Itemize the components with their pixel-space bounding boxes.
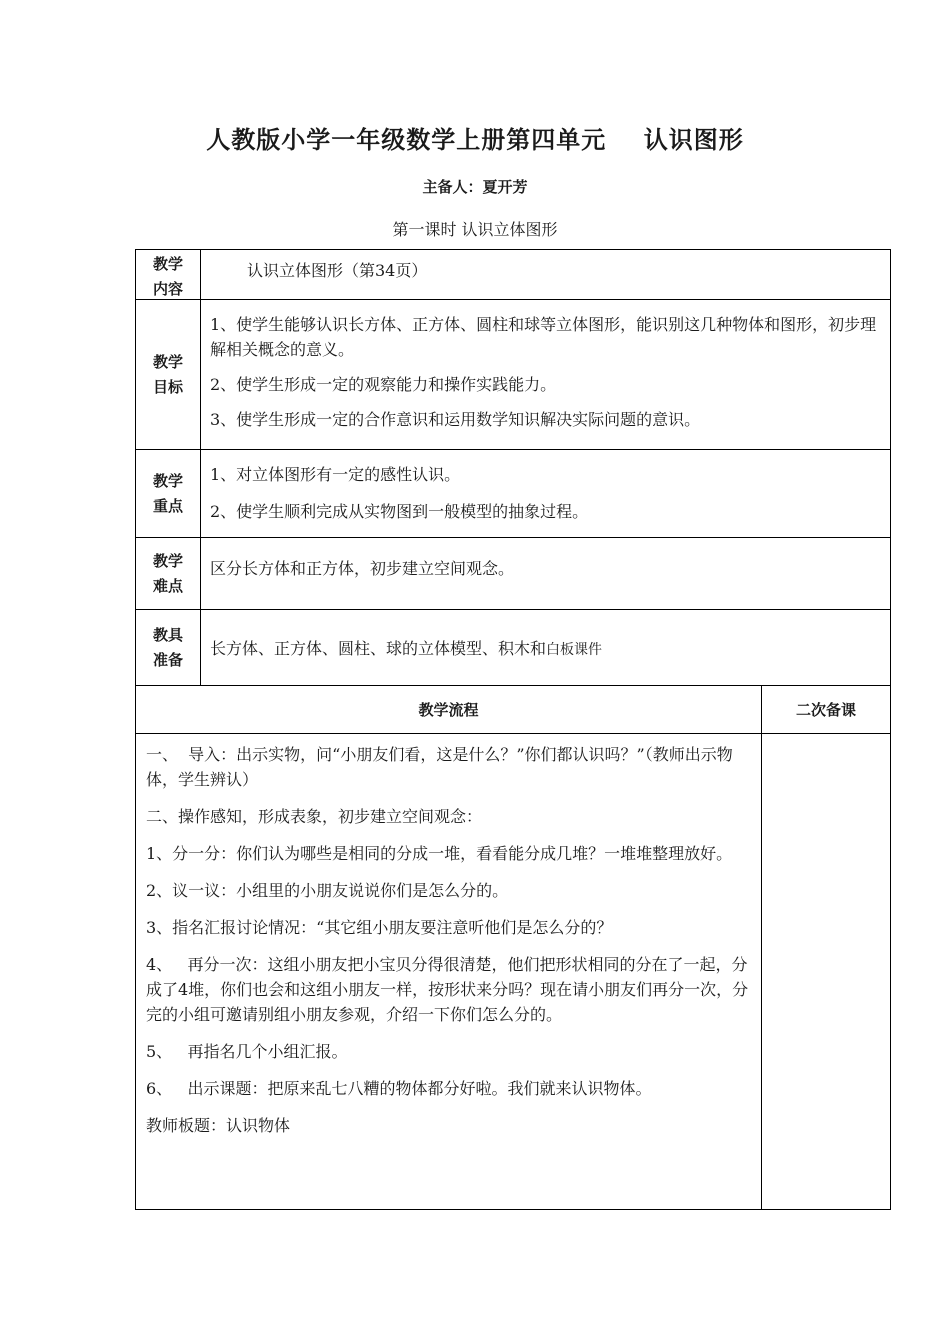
tools-text-small: 白板课件 bbox=[546, 642, 603, 658]
keypoints-label-line1: 教学 bbox=[152, 471, 183, 490]
keypoints-label-line2: 重点 bbox=[152, 496, 183, 515]
flow-header-label: 教学流程 bbox=[418, 701, 479, 719]
difficulty-label-line1: 教学 bbox=[152, 551, 183, 570]
goal-item: 3、使学生形成一定的合作意识和运用数学知识解决实际问题的意识。 bbox=[210, 410, 701, 429]
preparer-line: 主备人：夏开芳 bbox=[422, 178, 528, 196]
goals-value-cell bbox=[201, 299, 891, 449]
content-label-line2: 内容 bbox=[152, 280, 183, 298]
keypoint-item: 2、使学生顺利完成从实物图到一般模型的抽象过程。 bbox=[210, 502, 589, 521]
difficulty-text: 区分长方体和正方体，初步建立空间观念。 bbox=[210, 559, 515, 578]
difficulty-value-cell bbox=[201, 537, 891, 609]
goals-label-line1: 教学 bbox=[152, 352, 183, 371]
difficulty-label-cell bbox=[135, 537, 201, 609]
document-title: 人教版小学一年级数学上册第四单元 认识图形 bbox=[206, 126, 744, 154]
difficulty-label-line2: 难点 bbox=[152, 576, 183, 595]
tools-value-cell bbox=[201, 609, 891, 685]
flow-paragraph: 1、分一分：你们认为哪些是相同的分成一堆，看看能分成几堆？一堆堆整理放好。 bbox=[146, 844, 733, 863]
lesson-subtitle: 第一课时 认识立体图形 bbox=[392, 220, 558, 239]
revision-body-cell bbox=[762, 733, 891, 1210]
content-value-cell bbox=[201, 249, 891, 299]
flow-paragraph: 一、 导入：出示实物，问“小朋友们看，这是什么？”你们都认识吗？”（教师出示物体，学生辨认） bbox=[146, 745, 733, 789]
tools-label-line2: 准备 bbox=[152, 650, 183, 669]
flow-paragraph: 教师板题：认识物体 bbox=[146, 1116, 291, 1135]
goals-label-cell bbox=[135, 299, 201, 449]
tools-text: 长方体、正方体、圆柱、球的立体模型、积木和 bbox=[210, 639, 547, 658]
flow-paragraph: 4、 再分一次：这组小朋友把小宝贝分得很清楚，他们把形状相同的分在了一起，分成了4堆，你们也会和这组小朋友一样，按形状来分吗？现在请小朋友们再分一次，分完的小组可邀请别组小朋友参观，介绍一下你们怎么分的。 bbox=[146, 955, 749, 1024]
content-text: 认识立体图形（第34页） bbox=[247, 261, 428, 280]
goals-label-line2: 目标 bbox=[152, 377, 183, 396]
flow-paragraph: 5、 再指名几个小组汇报。 bbox=[146, 1042, 348, 1061]
flow-body-cell bbox=[135, 733, 762, 1210]
flow-paragraph: 2、议一议：小组里的小朋友说说你们是怎么分的。 bbox=[146, 881, 509, 900]
keypoints-label-cell bbox=[135, 449, 201, 537]
content-label-line1: 教学 bbox=[152, 255, 183, 273]
content-label-cell bbox=[135, 249, 201, 299]
revision-header-label: 二次备课 bbox=[795, 701, 856, 719]
tools-label-cell bbox=[135, 609, 201, 685]
revision-header-cell bbox=[762, 685, 891, 733]
flow-paragraph: 二、操作感知，形成表象，初步建立空间观念： bbox=[146, 807, 483, 826]
flow-header-cell bbox=[135, 685, 762, 733]
goal-item: 2、使学生形成一定的观察能力和操作实践能力。 bbox=[210, 375, 557, 394]
flow-paragraph: 6、 出示课题：把原来乱七八糟的物体都分好啦。我们就来认识物体。 bbox=[146, 1079, 652, 1098]
flow-paragraph: 3、指名汇报讨论情况：“其它组小朋友要注意听他们是怎么分的？ bbox=[146, 918, 613, 937]
goal-item: 1、使学生能够认识长方体、正方体、圆柱和球等立体图形，能识别这几种物体和图形，初步理解相关概念的意义。 bbox=[210, 315, 877, 359]
keypoints-value-cell bbox=[201, 449, 891, 537]
tools-label-line1: 教具 bbox=[152, 625, 183, 644]
keypoint-item: 1、对立体图形有一定的感性认识。 bbox=[210, 465, 461, 484]
